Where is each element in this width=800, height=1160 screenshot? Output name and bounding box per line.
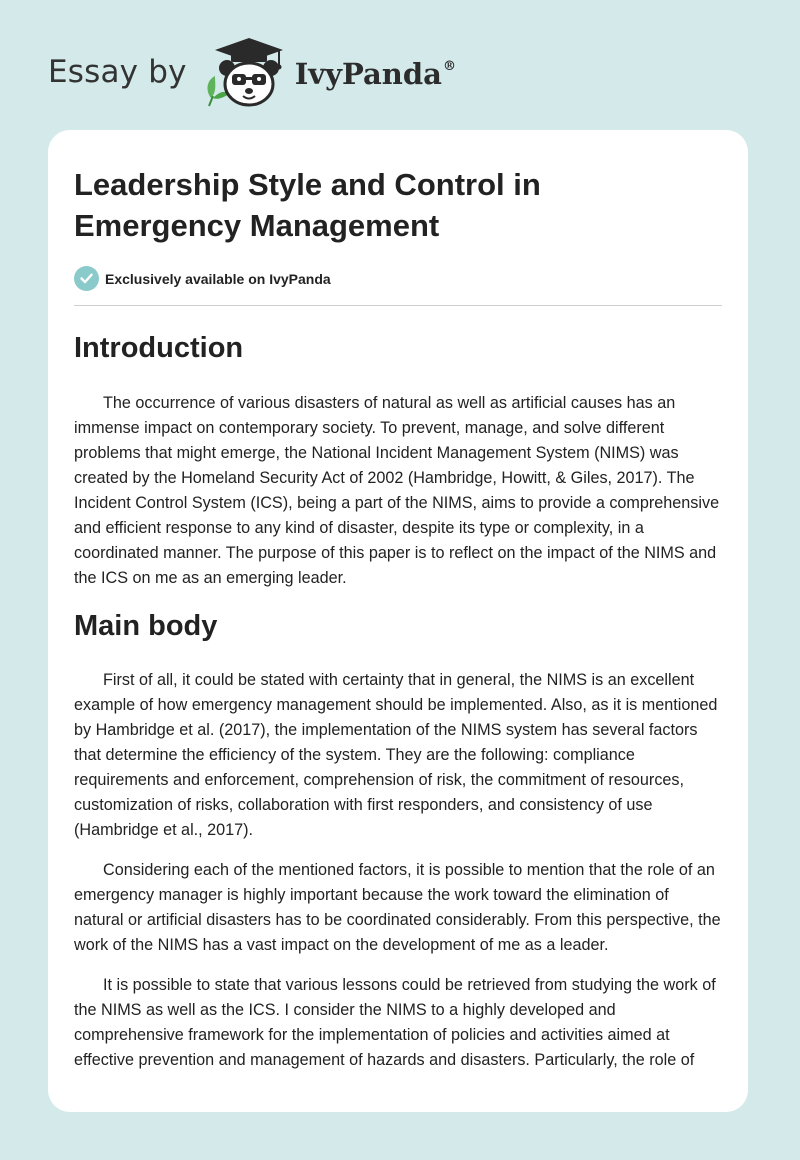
essay-card bbox=[48, 130, 748, 1112]
divider bbox=[74, 305, 722, 306]
paragraph-main-body-2: Considering each of the mentioned factors, it is possible to mention that the role of an emergency manager is highly important because the work toward the elimination of natural or artificial disasters has to be coordinated considerably. From this perspective, the work of the NIMS has a vast impact on the development of me as a leader. bbox=[74, 861, 721, 954]
registered-mark: ® bbox=[442, 58, 456, 74]
ivypanda-brand[interactable] bbox=[294, 56, 456, 91]
paragraph-main-body-1: First of all, it could be stated with certainty that in general, the NIMS is an excellent example of how emergency management should be implemented. Also, as it is mentioned by Hambridge et al. (2017), the implementation of the NIMS system has several factors that determine the efficiency of the system. They are the following: compliance requirements and enforcement, comprehension of risk, the commitment of resources, customization of risks, collaboration with first responders, and consistency of use (Hambridge et al., 2017). bbox=[74, 671, 718, 839]
checkmark-badge-icon bbox=[74, 266, 99, 291]
paragraph-main-body-3: It is possible to state that various lessons could be retrieved from studying the work of the NIMS as well as the ICS. I consider the NIMS to a highly developed and comprehensive framework for the implementation of policies and activities aimed at effective prevention and management of hazards and disasters. Particularly, the role of bbox=[74, 976, 716, 1069]
essay-by-label: Essay by bbox=[48, 53, 187, 90]
paragraph-introduction: The occurrence of various disasters of natural as well as artificial causes has an immense impact on contemporary society. To prevent, manage, and solve different problems that might emerge, the National Incident Management System (NIMS) was created by the Homeland Security Act of 2002 (Hambridge, Howitt, & Giles, 2017). The Incident Control System (ICS), being a part of the NIMS, aims to provide a comprehensive and efficient response to any kind of disaster, despite its type or complexity, in a coordinated manner. The purpose of this paper is to reflect on the impact of the NIMS and the ICS on me as an emerging leader. bbox=[74, 394, 720, 587]
title-line-2: Emergency Management bbox=[74, 208, 440, 243]
exclusive-badge-text: Exclusively available on IvyPanda bbox=[105, 270, 331, 287]
page-title bbox=[74, 164, 722, 246]
title-line-1: Leadership Style and Control in bbox=[74, 167, 541, 202]
brand-name: IvyPanda bbox=[294, 56, 442, 91]
section-heading-introduction: Introduction bbox=[74, 332, 244, 364]
section-heading-main-body: Main body bbox=[74, 610, 218, 642]
exclusive-badge bbox=[74, 266, 722, 291]
panda-graduation-cap-logo-icon[interactable] bbox=[201, 36, 287, 108]
site-header bbox=[48, 34, 456, 110]
